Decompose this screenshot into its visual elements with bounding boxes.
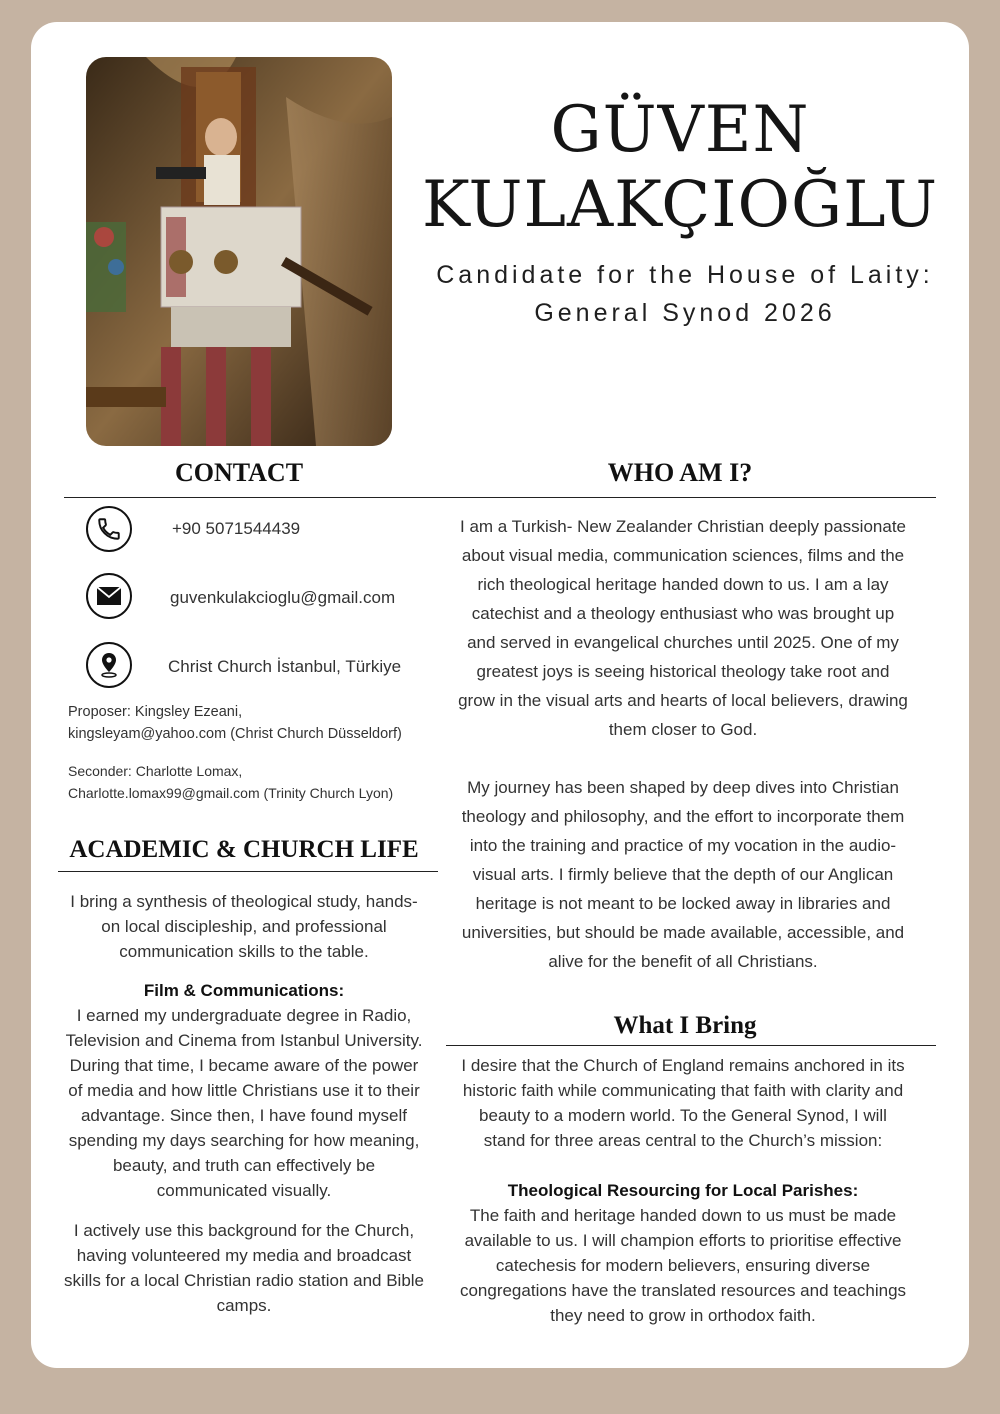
bring-divider — [446, 1045, 936, 1046]
location: Christ Church İstanbul, Türkiye — [168, 657, 402, 676]
who-section — [458, 512, 908, 976]
theological-resourcing-text: The faith and heritage handed down to us must be made available to us. I will champion efforts to prioritise effective catechesis for modern believers, ensuring diverse congregations have the translated resources and teachings they need to grow in orthodox faith. — [459, 1206, 907, 1325]
bring-section — [458, 1053, 908, 1328]
proposer-contact[interactable]: kingsleyam@yahoo.com (Christ Church Düsseldorf) — [68, 726, 402, 742]
film-heading: Film & Communications: — [143, 981, 345, 1000]
candidate-photo — [86, 57, 392, 446]
subtitle-line-2: General Synod 2026 — [534, 299, 836, 327]
seconder-name: Seconder: Charlotte Lomax, — [68, 763, 243, 779]
proposer-info — [68, 701, 402, 745]
who-paragraph-1: I am a Turkish- New Zealander Christian deeply passionate about visual media, communication sciences, films and the rich theological heritage handed down to us. I am a lay catechist and a theology enthusiast who was brought up and served in evangelical churches until 2025. One of my greatest joys is seeing historical theology take root and grow in the visual arts and hearts of local believers, drawing them closer to God. — [458, 517, 908, 739]
academic-intro: I bring a synthesis of theological study, hands-on local discipleship, and professional communication skills to the table. — [70, 892, 418, 961]
seconder-info — [68, 760, 393, 804]
phone-number[interactable]: +90 5071544439 — [172, 519, 301, 538]
film-text: I earned my undergraduate degree in Radio, Television and Cinema from Istanbul University. During that time, I became aware of the power of media and how little Christians use it to their advantage. Since then, I have found myself spending my days searching for how meaning, beauty, and truth can effectively be communicated visually. — [65, 1006, 423, 1200]
academic-section — [64, 889, 424, 1318]
what-i-bring-heading: What I Bring — [613, 1012, 757, 1039]
bring-intro: I desire that the Church of England remains anchored in its historic faith while communicating that faith with clarity and beauty to a modern world. To the General Synod, I will stand for three areas central to the Church’s mission: — [461, 1056, 905, 1150]
academic-divider — [58, 871, 438, 872]
seconder-contact[interactable]: Charlotte.lomax99@gmail.com (Trinity Church Lyon) — [68, 785, 394, 801]
contact-heading: CONTACT — [174, 458, 304, 487]
candidate-last-name: KULAKÇIOĞLU — [421, 168, 939, 242]
theological-resourcing-heading: Theological Resourcing for Local Parishes: — [507, 1181, 859, 1200]
location-pin-icon — [86, 642, 132, 688]
academic-heading: ACADEMIC & CHURCH LIFE — [69, 836, 419, 863]
who-paragraph-2: My journey has been shaped by deep dives into Christian theology and philosophy, and the effort to incorporate them into the training and practice of my vocation in the audio-visual arts. I firmly believe that the depth of our Anglican heritage is not meant to be locked away in libraries and universities, but should be made available, accessible, and alive for the benefit of all Christians. — [461, 778, 905, 971]
who-am-i-heading: WHO AM I? — [607, 458, 753, 487]
envelope-icon — [86, 573, 132, 619]
email-address[interactable]: guvenkulakcioglu@gmail.com — [170, 588, 396, 607]
candidacy-subtitle — [410, 256, 960, 332]
subtitle-line-1: Candidate for the House of Laity: — [436, 261, 934, 289]
candidate-first-name: GÜVEN — [550, 93, 810, 167]
section-divider — [64, 497, 936, 498]
proposer-name: Proposer: Kingsley Ezeani, — [68, 704, 243, 720]
church-text: I actively use this background for the Church, having volunteered my media and broadcast skills for a local Christian radio station and Bible camps. — [64, 1221, 425, 1315]
phone-icon — [86, 506, 132, 552]
